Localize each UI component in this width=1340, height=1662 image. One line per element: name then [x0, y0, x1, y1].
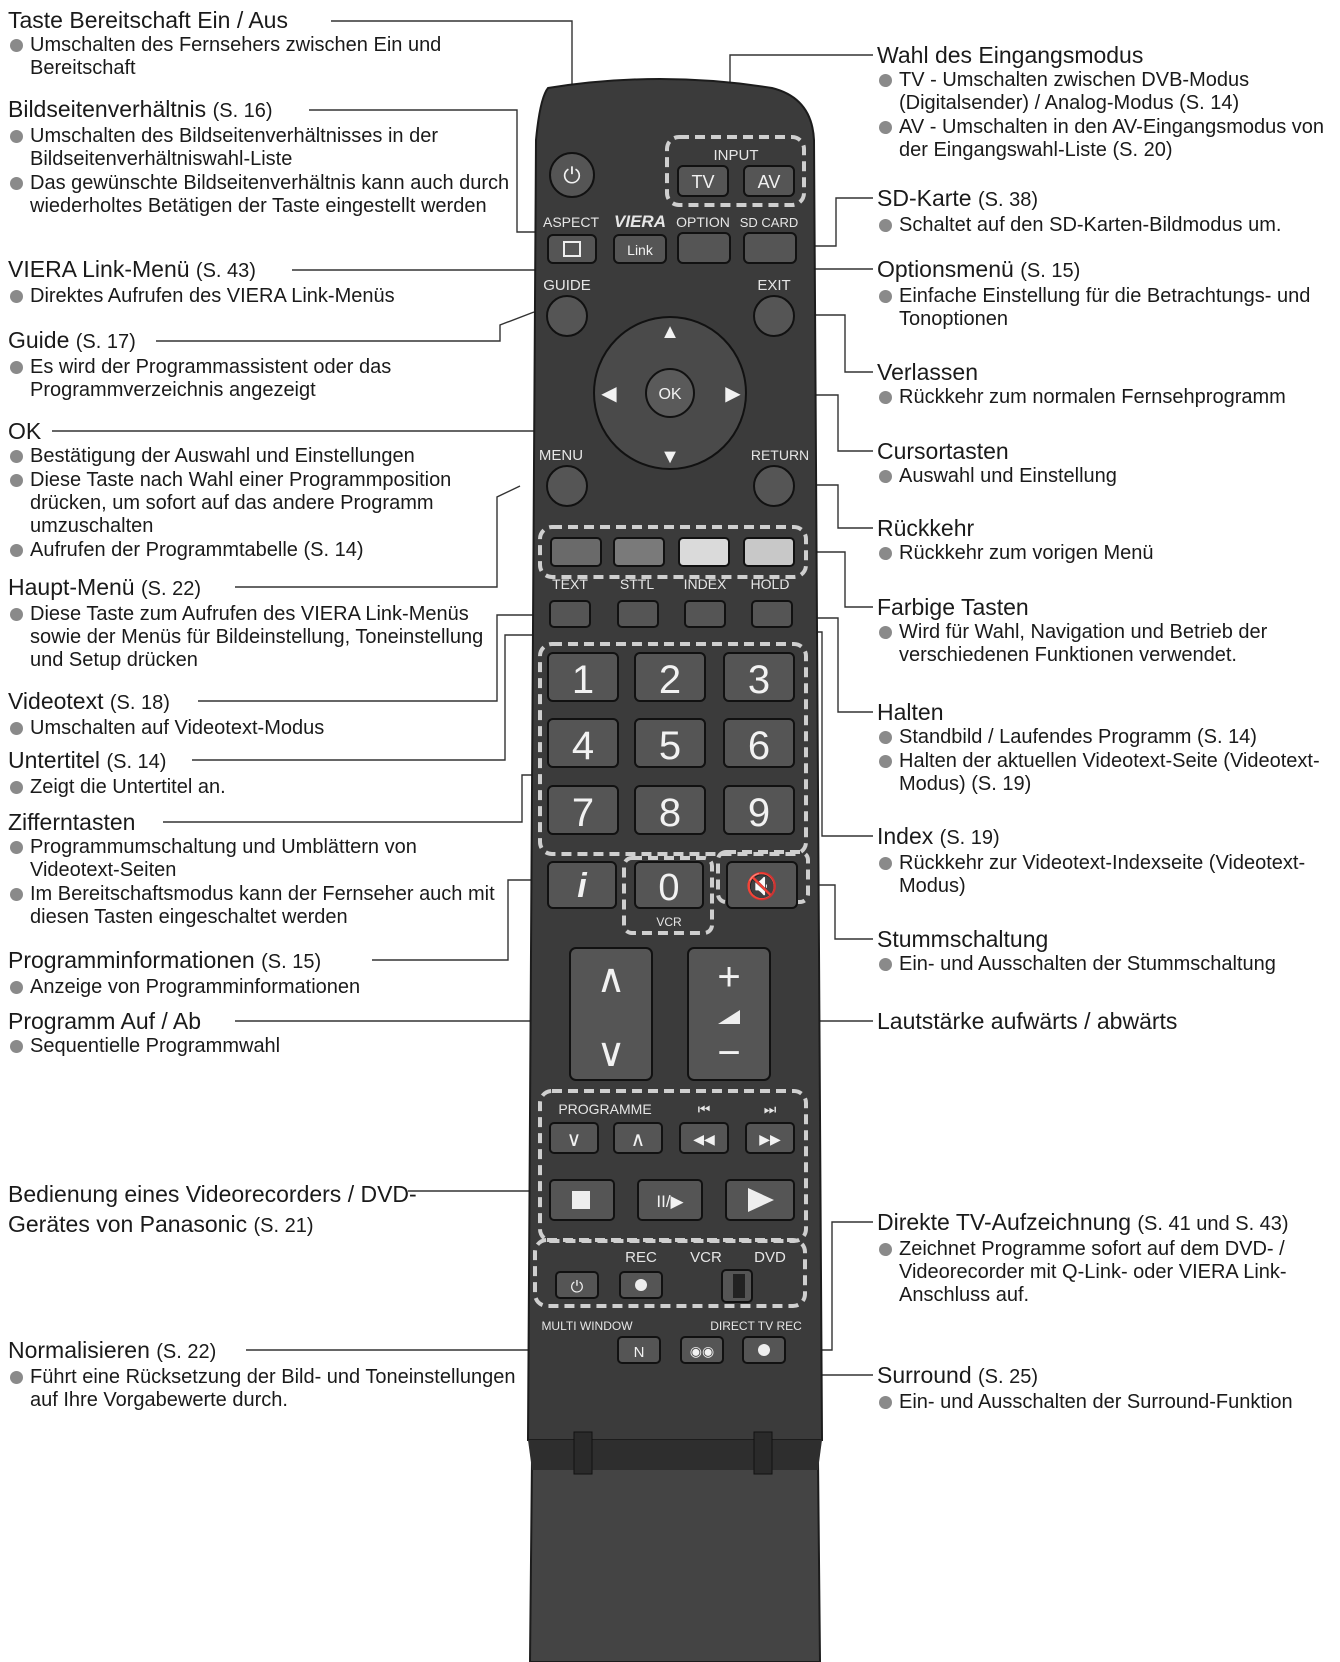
annotation-sd-card	[877, 186, 1332, 237]
annotation-bullet: AV - Umschalten in den AV-Eingangsmodus von der Eingangswahl-Liste (S. 20)	[877, 116, 1332, 162]
pause-icon: II/▶	[656, 1192, 684, 1211]
annotation-title: Untertitel	[8, 747, 101, 773]
annotation-bullet: Diese Taste nach Wahl einer Programmposition drücken, um sofort auf das andere Programm umzuschalten	[8, 469, 518, 538]
digit-7-button[interactable]	[548, 786, 618, 835]
programme-down-icon: ∨	[596, 1031, 626, 1075]
annotation-title: Bedienung eines Videorecorders / DVD-Gerätes von Panasonic	[8, 1181, 417, 1237]
annotation-ok	[8, 419, 518, 562]
annotation-title: Verlassen	[877, 359, 979, 385]
annotation-page-ref: (S. 22)	[140, 578, 201, 600]
programme-label: PROGRAMME	[558, 1101, 652, 1117]
surround-icon: ◉◉	[689, 1343, 715, 1359]
surround-button[interactable]	[681, 1337, 723, 1363]
annotation-volume	[877, 1009, 1332, 1034]
digit-2-button[interactable]	[635, 653, 705, 702]
digit-3-button[interactable]	[724, 653, 794, 702]
power-icon: ⏻	[570, 1279, 584, 1296]
annotation-bullet: Es wird der Programmassistent oder das Programmverzeichnis angezeigt	[8, 356, 488, 402]
annotation-input-mode	[877, 43, 1332, 162]
annotation-page-ref: (S. 18)	[109, 692, 170, 714]
green-button[interactable]	[614, 538, 664, 566]
annotation-coloured-keys	[877, 595, 1332, 667]
fast-forward-icon: ▶▶	[759, 1131, 781, 1147]
annotation-page-ref: (S. 14)	[106, 751, 167, 773]
annotation-page-ref: (S. 17)	[75, 331, 136, 353]
cursor-right-button[interactable]: ▶	[725, 383, 741, 405]
guide-button[interactable]	[547, 296, 587, 336]
digit-9-button[interactable]	[724, 786, 794, 835]
digit-6-button[interactable]	[724, 719, 794, 768]
digit-label: 5	[658, 724, 682, 768]
volume-up-down-button[interactable]	[688, 948, 770, 1080]
number-keys	[548, 653, 794, 835]
option-label: OPTION	[676, 214, 730, 230]
zero-button-label: 0	[658, 867, 680, 909]
annotation-page-ref: (S. 16)	[212, 100, 273, 122]
annotation-bullet: Schaltet auf den SD-Karten-Bildmodus um.	[877, 214, 1332, 237]
annotation-bullet: Rückkehr zum vorigen Menü	[877, 542, 1332, 565]
index-label: INDEX	[683, 576, 727, 592]
text-label: TEXT	[552, 576, 588, 592]
annotation-bullet: TV - Umschalten zwischen DVB-Modus (Digitalsender) / Analog-Modus (S. 14)	[877, 69, 1332, 115]
annotation-title: Programminformationen	[8, 947, 255, 973]
annotation-title: Index	[877, 823, 934, 849]
digit-5-button[interactable]	[635, 719, 705, 768]
dvd-switch-label: DVD	[754, 1249, 786, 1266]
digit-8-button[interactable]	[635, 786, 705, 835]
annotation-direct-tv-rec	[877, 1210, 1332, 1307]
annotation-title: VIERA Link-Menü	[8, 256, 190, 282]
annotation-title: OK	[8, 418, 42, 444]
annotation-title: Guide	[8, 327, 70, 353]
digit-label: 4	[571, 724, 595, 768]
rec-button[interactable]	[620, 1272, 662, 1298]
guide-label: GUIDE	[543, 277, 591, 294]
direct-tv-rec-label: DIRECT TV REC	[710, 1319, 802, 1333]
rec-label: REC	[625, 1249, 657, 1266]
blue-button[interactable]	[744, 538, 794, 566]
zero-button[interactable]	[635, 862, 703, 909]
sd-card-button[interactable]	[744, 233, 796, 263]
return-button[interactable]	[754, 466, 794, 506]
annotation-bullet: Anzeige von Programminformationen	[8, 976, 488, 999]
annotation-bullet: Umschalten auf Videotext-Modus	[8, 717, 488, 740]
red-button[interactable]	[551, 538, 601, 566]
digit-label: 3	[747, 658, 771, 702]
annotation-page-ref: (S. 15)	[1020, 260, 1081, 282]
digit-label: 8	[658, 791, 682, 835]
annotation-page-ref: (S. 25)	[978, 1366, 1039, 1388]
power-icon: ⏻	[563, 163, 581, 188]
annotation-page-ref: (S. 15)	[261, 951, 322, 973]
vcr-switch-label: VCR	[690, 1249, 722, 1266]
exit-button[interactable]	[754, 296, 794, 336]
annotation-guide	[8, 328, 488, 402]
annotation-return	[877, 516, 1332, 565]
annotation-page-ref: (S. 19)	[939, 827, 1000, 849]
record-icon	[758, 1344, 770, 1356]
fast-forward-button[interactable]	[746, 1123, 794, 1153]
annotation-hold	[877, 700, 1332, 796]
annotation-bullet: Programmumschaltung und Umblättern von Videotext-Seiten	[8, 836, 498, 882]
ok-button-label: OK	[658, 386, 682, 403]
annotation-title: Cursortasten	[877, 438, 1009, 464]
annotation-exit	[877, 360, 1332, 409]
mute-icon: 🔇	[745, 871, 779, 901]
digit-label: 9	[747, 791, 771, 835]
annotation-title: Normalisieren	[8, 1337, 150, 1363]
annotation-bullet: Sequentielle Programmwahl	[8, 1035, 488, 1058]
hold-label: HOLD	[750, 576, 790, 592]
annotation-bullet: Wird für Wahl, Navigation und Betrieb der verschiedenen Funktionen verwendet.	[877, 621, 1332, 667]
skip-back-icon: ⏮	[697, 1101, 711, 1117]
chevron-up-icon: ∧	[630, 1129, 646, 1151]
digit-label: 1	[571, 658, 595, 702]
annotation-bullet: Auswahl und Einstellung	[877, 465, 1332, 488]
annotation-title: SD-Karte	[877, 185, 972, 211]
annotation-page-ref: (S. 22)	[156, 1341, 217, 1363]
annotation-programme-info	[8, 948, 488, 999]
recorder-programme-up-button[interactable]	[614, 1123, 662, 1153]
annotation-bullet: Ein- und Ausschalten der Surround-Funktion	[877, 1391, 1332, 1414]
link-button-label: Link	[627, 242, 653, 258]
input-label: INPUT	[713, 147, 759, 164]
av-button-label: AV	[757, 172, 781, 192]
digit-label: 6	[747, 724, 771, 768]
tv-button-label: TV	[691, 172, 715, 192]
annotation-bullet: Umschalten des Fernsehers zwischen Ein und Bereitschaft	[8, 34, 518, 80]
direct-tv-rec-button[interactable]	[743, 1337, 785, 1363]
annotation-title: Bildseitenverhältnis	[8, 96, 207, 122]
annotation-title: Lautstärke aufwärts / abwärts	[877, 1008, 1178, 1034]
info-icon: i	[577, 867, 587, 905]
annotation-bullet: Diese Taste zum Aufrufen des VIERA Link-Menüs sowie der Menüs für Bildeinstellung, Toneinstellung und Setup drücken	[8, 603, 488, 672]
annotation-cursor-keys	[877, 439, 1332, 488]
stop-button[interactable]	[550, 1180, 614, 1220]
annotation-bullet: Ein- und Ausschalten der Stummschaltung	[877, 953, 1332, 976]
index-button[interactable]	[685, 601, 725, 627]
vcr-dvd-switch[interactable]	[722, 1270, 752, 1302]
annotation-bullet: Führt eine Rücksetzung der Bild- und Toneinstellungen auf Ihre Vorgabewerte durch.	[8, 1366, 528, 1412]
annotation-title: Wahl des Eingangsmodus	[877, 42, 1144, 68]
annotation-normalise	[8, 1338, 528, 1412]
digit-label: 2	[658, 658, 682, 702]
stop-icon	[572, 1191, 590, 1209]
annotation-bullet: Direktes Aufrufen des VIERA Link-Menüs	[8, 285, 508, 308]
annotation-bullet: Bestätigung der Auswahl und Einstellungen	[8, 445, 518, 468]
annotation-page-ref: (S. 43)	[195, 260, 256, 282]
annotation-bullet: Halten der aktuellen Videotext-Seite (Videotext-Modus) (S. 19)	[877, 750, 1332, 796]
annotation-title: Surround	[877, 1362, 972, 1388]
viera-logo: VIERA	[614, 212, 666, 231]
annotation-title: Videotext	[8, 688, 104, 714]
cursor-down-button[interactable]: ▼	[660, 446, 680, 468]
multi-window-label: MULTI WINDOW	[541, 1319, 633, 1333]
play-button[interactable]	[726, 1180, 794, 1220]
annotation-number-keys	[8, 810, 498, 929]
annotation-title: Farbige Tasten	[877, 594, 1029, 620]
chevron-down-icon: ∨	[566, 1129, 582, 1151]
return-label: RETURN	[750, 447, 810, 463]
annotation-standby	[8, 8, 518, 80]
volume-up-icon: +	[717, 955, 741, 999]
aspect-label: ASPECT	[542, 214, 600, 230]
ok-button[interactable]	[646, 369, 694, 417]
skip-forward-icon: ⏭	[763, 1101, 777, 1117]
av-button[interactable]	[744, 166, 794, 196]
annotation-bullet: Zeichnet Programme sofort auf dem DVD- / Videorecorder mit Q-Link- oder VIERA Link-Anschluss auf.	[877, 1238, 1332, 1307]
option-button[interactable]	[678, 233, 730, 263]
menu-button[interactable]	[547, 466, 587, 506]
annotation-title: Halten	[877, 699, 944, 725]
annotation-title: Haupt-Menü	[8, 574, 135, 600]
annotation-main-menu	[8, 575, 488, 672]
annotation-bullet: Einfache Einstellung für die Betrachtungs- und Tonoptionen	[877, 285, 1332, 331]
volume-down-icon: −	[717, 1031, 741, 1075]
tv-button[interactable]	[678, 166, 728, 196]
menu-label: MENU	[538, 447, 584, 464]
programme-up-icon: ∧	[596, 957, 626, 1001]
digit-1-button[interactable]	[548, 653, 618, 702]
annotation-bullet: Rückkehr zum normalen Fernsehprogramm	[877, 386, 1332, 409]
mute-button[interactable]	[727, 862, 797, 908]
sttl-label: STTL	[619, 576, 655, 592]
yellow-button[interactable]	[679, 538, 729, 566]
hold-button[interactable]	[752, 601, 792, 627]
normalise-button[interactable]	[618, 1337, 660, 1363]
annotation-page-ref: (S. 41 und S. 43)	[1137, 1213, 1289, 1235]
rewind-icon: ◀◀	[693, 1131, 715, 1147]
annotation-programme-up-down	[8, 1009, 488, 1058]
annotation-title: Optionsmenü	[877, 256, 1014, 282]
programme-up-down-button[interactable]	[570, 948, 652, 1080]
pause-play-button[interactable]	[638, 1180, 702, 1220]
rewind-button[interactable]	[680, 1123, 728, 1153]
recorder-power-button[interactable]	[556, 1272, 598, 1298]
exit-label: EXIT	[757, 277, 791, 294]
digit-label: 7	[571, 791, 595, 835]
annotation-bullet: Im Bereitschaftsmodus kann der Fernseher auch mit diesen Tasten eingeschaltet werden	[8, 883, 498, 929]
record-icon	[635, 1279, 647, 1291]
annotation-aspect	[8, 97, 518, 218]
standby-button[interactable]	[550, 153, 594, 197]
annotation-bullet: Aufrufen der Programmtabelle (S. 14)	[8, 539, 518, 562]
annotation-title: Stummschaltung	[877, 926, 1049, 952]
annotation-page-ref: (S. 21)	[253, 1215, 314, 1237]
annotation-bullet: Rückkehr zur Videotext-Indexseite (Videotext-Modus)	[877, 852, 1332, 898]
annotation-title: Programm Auf / Ab	[8, 1008, 202, 1034]
annotation-title: Zifferntasten	[8, 809, 136, 835]
viera-link-button[interactable]	[614, 235, 666, 263]
annotation-surround	[877, 1363, 1332, 1414]
normalise-label: N	[633, 1344, 645, 1361]
aspect-button[interactable]	[548, 235, 596, 263]
info-button[interactable]	[548, 862, 616, 908]
annotation-index	[877, 824, 1332, 898]
annotation-viera-link	[8, 257, 508, 308]
text-button[interactable]	[550, 601, 590, 627]
annotation-mute	[877, 927, 1332, 976]
vcr-label: VCR	[656, 915, 682, 929]
annotation-title: Taste Bereitschaft Ein / Aus	[8, 7, 288, 33]
cursor-left-button[interactable]: ◀	[601, 383, 617, 405]
annotation-recorder	[8, 1179, 428, 1241]
sttl-button[interactable]	[618, 601, 658, 627]
digit-4-button[interactable]	[548, 719, 618, 768]
annotation-bullet: Zeigt die Untertitel an.	[8, 776, 488, 799]
cursor-up-button[interactable]: ▲	[660, 321, 680, 343]
annotation-option-menu	[877, 257, 1332, 331]
annotation-title: Direkte TV-Aufzeichnung	[877, 1209, 1131, 1235]
annotation-bullet: Das gewünschte Bildseitenverhältnis kann auch durch wiederholtes Betätigen der Taste eingestellt werden	[8, 172, 518, 218]
annotation-title: Rückkehr	[877, 515, 975, 541]
annotation-teletext	[8, 689, 488, 740]
annotation-bullet: Standbild / Laufendes Programm (S. 14)	[877, 726, 1332, 749]
recorder-programme-down-button[interactable]	[550, 1123, 598, 1153]
annotation-bullet: Umschalten des Bildseitenverhältnisses in der Bildseitenverhältniswahl-Liste	[8, 125, 518, 171]
annotation-subtitles	[8, 748, 488, 799]
sd-card-label: SD CARD	[739, 215, 799, 230]
annotation-page-ref: (S. 38)	[977, 189, 1039, 211]
